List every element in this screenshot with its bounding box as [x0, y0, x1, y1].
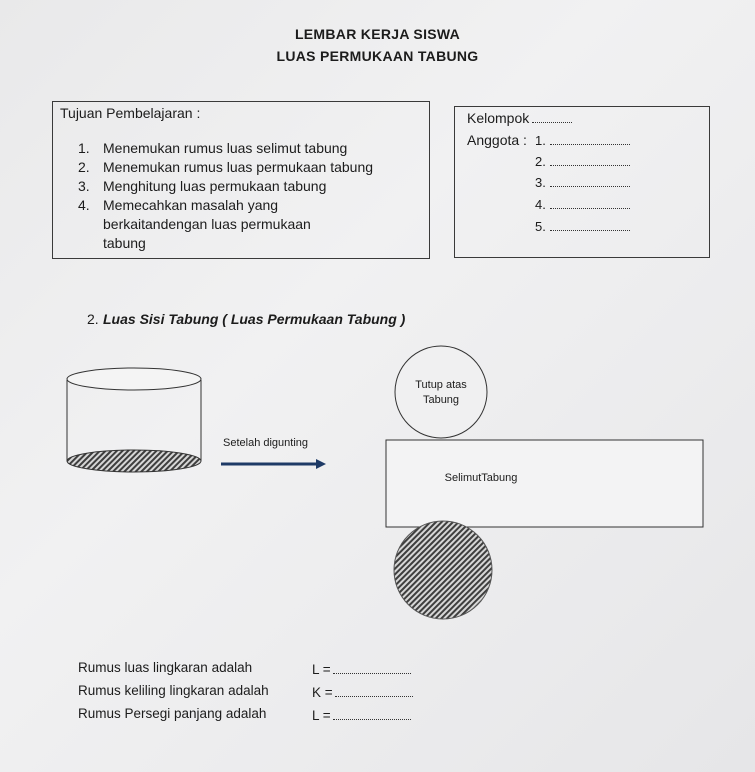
arrow-label: Setelah digunting	[223, 437, 309, 449]
bottom-base-circle	[394, 521, 492, 619]
objectives-list	[78, 139, 418, 253]
cylinder-net-diagram	[0, 340, 755, 630]
formula-rectangle-label: Rumus Persegi panjang adalah	[78, 706, 267, 721]
formula-circumference-label: Rumus keliling lingkaran adalah	[78, 683, 269, 698]
lateral-surface-label: SelimutTabung	[444, 472, 518, 484]
objectives-box	[52, 101, 430, 259]
top-lid-label-line1: Tutup atas	[415, 379, 467, 391]
section-title: Luas Sisi Tabung ( Luas Permukaan Tabung )	[103, 311, 406, 327]
top-lid-label-line2: Tabung	[422, 394, 460, 406]
worksheet-title: LEMBAR KERJA SISWA	[294, 26, 461, 42]
member-line-4: 4.	[535, 197, 630, 212]
formula-circumference-answer: K =	[312, 685, 413, 700]
member-line-2: 2.	[535, 154, 630, 169]
top-lid-label	[395, 378, 487, 408]
objective-item: 4. Memecahkan masalah yang	[78, 197, 279, 213]
section-number: 2.	[87, 311, 99, 327]
member-line-3: 3.	[535, 175, 630, 190]
member-line-1: 1.	[535, 133, 630, 148]
formula-circle-area-label: Rumus luas lingkaran adalah	[78, 660, 253, 675]
members-label: Anggota :	[467, 132, 527, 148]
objective-item-continued: berkaitandengan luas permukaan	[103, 216, 311, 232]
group-box	[454, 106, 710, 258]
cylinder-shape	[67, 368, 201, 472]
objectives-label: Tujuan Pembelajaran :	[60, 105, 201, 121]
objective-item: 1. Menemukan rumus luas selimut tabung	[78, 140, 348, 156]
cylinder-top-base	[67, 368, 201, 390]
group-label: Kelompok	[467, 110, 572, 126]
formula-circle-area-answer: L =	[312, 662, 411, 677]
objective-item: 2. Menemukan rumus luas permukaan tabung	[78, 159, 374, 175]
worksheet-subtitle: LUAS PERMUKAAN TABUNG	[276, 48, 479, 64]
formula-rectangle-answer: L =	[312, 708, 411, 723]
cut-arrow	[221, 459, 326, 469]
objective-item-continued: tabung	[103, 235, 146, 251]
member-line-5: 5.	[535, 219, 630, 234]
cylinder-bottom-base	[67, 450, 201, 472]
objective-item: 3. Menghitung luas permukaan tabung	[78, 178, 327, 194]
